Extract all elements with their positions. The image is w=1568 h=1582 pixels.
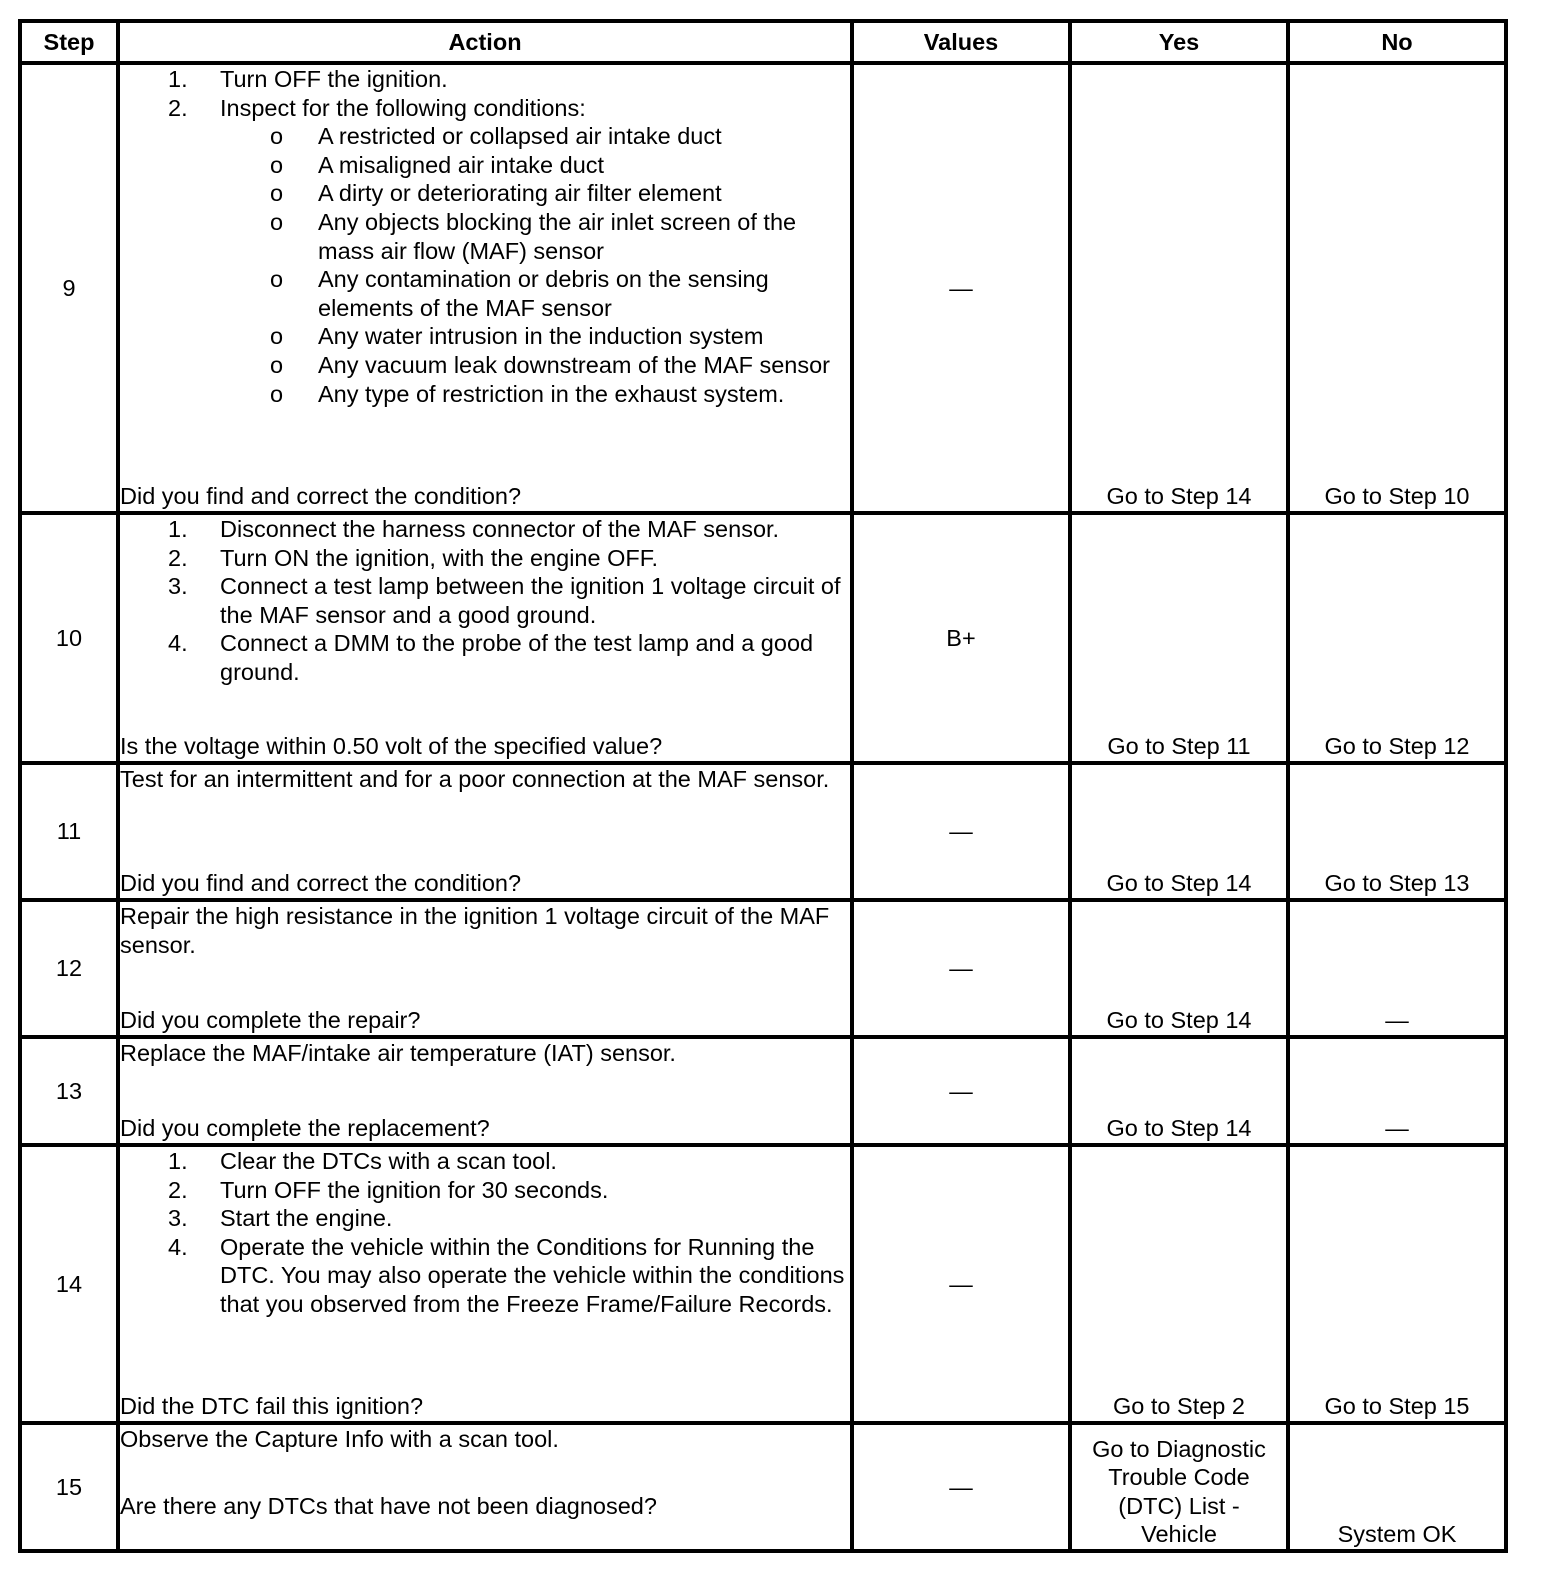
numbered-steps xyxy=(120,515,850,687)
header-action: Action xyxy=(118,21,852,63)
step-item-number: 4. xyxy=(168,630,188,657)
action-text: Repair the high resistance in the ignition 1 voltage circuit of the MAF sensor. xyxy=(120,903,830,958)
value-cell: — xyxy=(852,763,1070,900)
no-cell: Go to Step 13 xyxy=(1288,763,1506,900)
bullet-icon: o xyxy=(270,380,284,407)
step-item xyxy=(120,544,850,573)
step-item-text: Connect a DMM to the probe of the test lamp and a good ground. xyxy=(220,630,814,685)
step-number: 12 xyxy=(20,900,118,1037)
action-cell xyxy=(118,763,852,900)
step-item xyxy=(120,1233,850,1319)
step-item-text: Start the engine. xyxy=(220,1205,393,1232)
table-row-step-11 xyxy=(20,763,1506,900)
no-cell: — xyxy=(1288,900,1506,1037)
no-cell: Go to Step 10 xyxy=(1288,63,1506,513)
step-item-text: Connect a test lamp between the ignition 1 voltage circuit of the MAF sensor and a good ground. xyxy=(220,573,841,628)
question-text: Did you find and correct the condition? xyxy=(120,483,522,510)
value-cell: — xyxy=(852,1423,1070,1551)
no-cell: Go to Step 15 xyxy=(1288,1145,1506,1423)
step-item-number: 1. xyxy=(168,516,188,542)
yes-cell: Go to Step 14 xyxy=(1070,63,1288,513)
condition-item xyxy=(120,208,850,265)
step-item xyxy=(120,1204,850,1233)
value-cell: B+ xyxy=(852,513,1070,763)
yes-cell: Go to Step 11 xyxy=(1070,513,1288,763)
no-cell: System OK xyxy=(1288,1423,1506,1551)
step-item-number: 3. xyxy=(168,1205,188,1232)
bullet-icon: o xyxy=(270,180,284,207)
numbered-steps xyxy=(120,1147,850,1319)
header-no: No xyxy=(1288,21,1506,63)
header-values: Values xyxy=(852,21,1070,63)
yes-cell: Go to Diagnostic Trouble Code (DTC) List - Vehicle xyxy=(1070,1423,1288,1551)
action-cell xyxy=(118,1423,852,1551)
step-item xyxy=(120,1176,850,1205)
condition-item xyxy=(120,380,850,409)
action-cell xyxy=(118,513,852,763)
step-item-text: Disconnect the harness connector of the MAF sensor. xyxy=(220,516,780,542)
question-text: Did you complete the replacement? xyxy=(120,1115,490,1142)
header-step: Step xyxy=(20,21,118,63)
step-item-text: Turn OFF the ignition for 30 seconds. xyxy=(220,1176,609,1203)
condition-item xyxy=(120,351,850,380)
header-yes: Yes xyxy=(1070,21,1288,63)
condition-item xyxy=(120,122,850,151)
yes-cell: Go to Step 14 xyxy=(1070,1037,1288,1145)
action-cell xyxy=(118,1145,852,1423)
condition-item xyxy=(120,179,850,208)
condition-text: Any water intrusion in the induction system xyxy=(318,323,764,350)
action-cell xyxy=(118,63,852,513)
step-item-text: Clear the DTCs with a scan tool. xyxy=(220,1148,557,1174)
condition-text: Any contamination or debris on the sensing elements of the MAF sensor xyxy=(318,266,769,321)
header-row xyxy=(20,21,1506,63)
step-item-number: 3. xyxy=(168,573,188,600)
action-text: Replace the MAF/intake air temperature (IAT) sensor. xyxy=(120,1040,676,1066)
bullet-icon: o xyxy=(270,323,284,350)
table-row-step-13 xyxy=(20,1037,1506,1145)
step-item xyxy=(120,629,850,686)
condition-item xyxy=(120,265,850,322)
value-cell: — xyxy=(852,900,1070,1037)
step-number: 15 xyxy=(20,1423,118,1551)
condition-text: Any type of restriction in the exhaust system. xyxy=(318,380,785,407)
step-number: 11 xyxy=(20,763,118,900)
numbered-steps xyxy=(120,65,850,408)
step-item xyxy=(120,515,850,544)
step-item-number: 2. xyxy=(168,544,188,571)
no-cell: — xyxy=(1288,1037,1506,1145)
step-number: 10 xyxy=(20,513,118,763)
table-row-step-10 xyxy=(20,513,1506,763)
table-row-step-12 xyxy=(20,900,1506,1037)
no-cell: Go to Step 12 xyxy=(1288,513,1506,763)
condition-text: A dirty or deteriorating air filter element xyxy=(318,180,722,207)
value-cell: — xyxy=(852,1037,1070,1145)
step-number: 14 xyxy=(20,1145,118,1423)
yes-cell: Go to Step 2 xyxy=(1070,1145,1288,1423)
diagnostic-table xyxy=(18,19,1508,1553)
question-text: Did you find and correct the condition? xyxy=(120,870,522,897)
bullet-icon: o xyxy=(270,351,284,378)
condition-item xyxy=(120,322,850,351)
condition-item xyxy=(120,151,850,180)
step-item-text: Operate the vehicle within the Conditions for Running the DTC. You may also operate the vehicle within the conditions that you observed from the Freeze Frame/Failure Records. xyxy=(220,1233,845,1317)
step-item-number: 2. xyxy=(168,1176,188,1203)
table-row-step-14 xyxy=(20,1145,1506,1423)
step-item-text: Turn ON the ignition, with the engine OFF. xyxy=(220,544,659,571)
action-text: Observe the Capture Info with a scan tool. xyxy=(120,1426,559,1452)
yes-cell: Go to Step 14 xyxy=(1070,900,1288,1037)
value-cell: — xyxy=(852,1145,1070,1423)
step-number: 13 xyxy=(20,1037,118,1145)
condition-text: Any vacuum leak downstream of the MAF sensor xyxy=(318,351,830,378)
step-item-text: Inspect for the following conditions: xyxy=(220,94,586,121)
step-number: 9 xyxy=(20,63,118,513)
step-item-number: 1. xyxy=(168,66,188,92)
action-text: Test for an intermittent and for a poor connection at the MAF sensor. xyxy=(120,766,830,792)
condition-text: A misaligned air intake duct xyxy=(318,151,605,178)
step-item xyxy=(120,65,850,94)
step-item-number: 4. xyxy=(168,1233,188,1260)
action-cell xyxy=(118,1037,852,1145)
step-item-number: 1. xyxy=(168,1148,188,1174)
question-text: Are there any DTCs that have not been diagnosed? xyxy=(120,1492,657,1519)
step-item xyxy=(120,94,850,409)
step-item-number: 2. xyxy=(168,94,188,121)
bullet-icon: o xyxy=(270,208,284,235)
condition-text: A restricted or collapsed air intake duct xyxy=(318,123,722,150)
condition-text: Any objects blocking the air inlet screen of the mass air flow (MAF) sensor xyxy=(318,208,797,264)
table-row-step-9 xyxy=(20,63,1506,513)
question-text: Did the DTC fail this ignition? xyxy=(120,1393,424,1420)
action-cell xyxy=(118,900,852,1037)
step-item-text: Turn OFF the ignition. xyxy=(220,66,448,92)
value-cell: — xyxy=(852,63,1070,513)
step-item xyxy=(120,1147,850,1176)
bullet-icon: o xyxy=(270,266,284,293)
step-item xyxy=(120,572,850,629)
yes-cell: Go to Step 14 xyxy=(1070,763,1288,900)
question-text: Is the voltage within 0.50 volt of the specified value? xyxy=(120,733,663,760)
condition-list xyxy=(120,122,850,408)
bullet-icon: o xyxy=(270,151,284,178)
table-row-step-15 xyxy=(20,1423,1506,1551)
question-text: Did you complete the repair? xyxy=(120,1007,421,1034)
bullet-icon: o xyxy=(270,123,284,150)
